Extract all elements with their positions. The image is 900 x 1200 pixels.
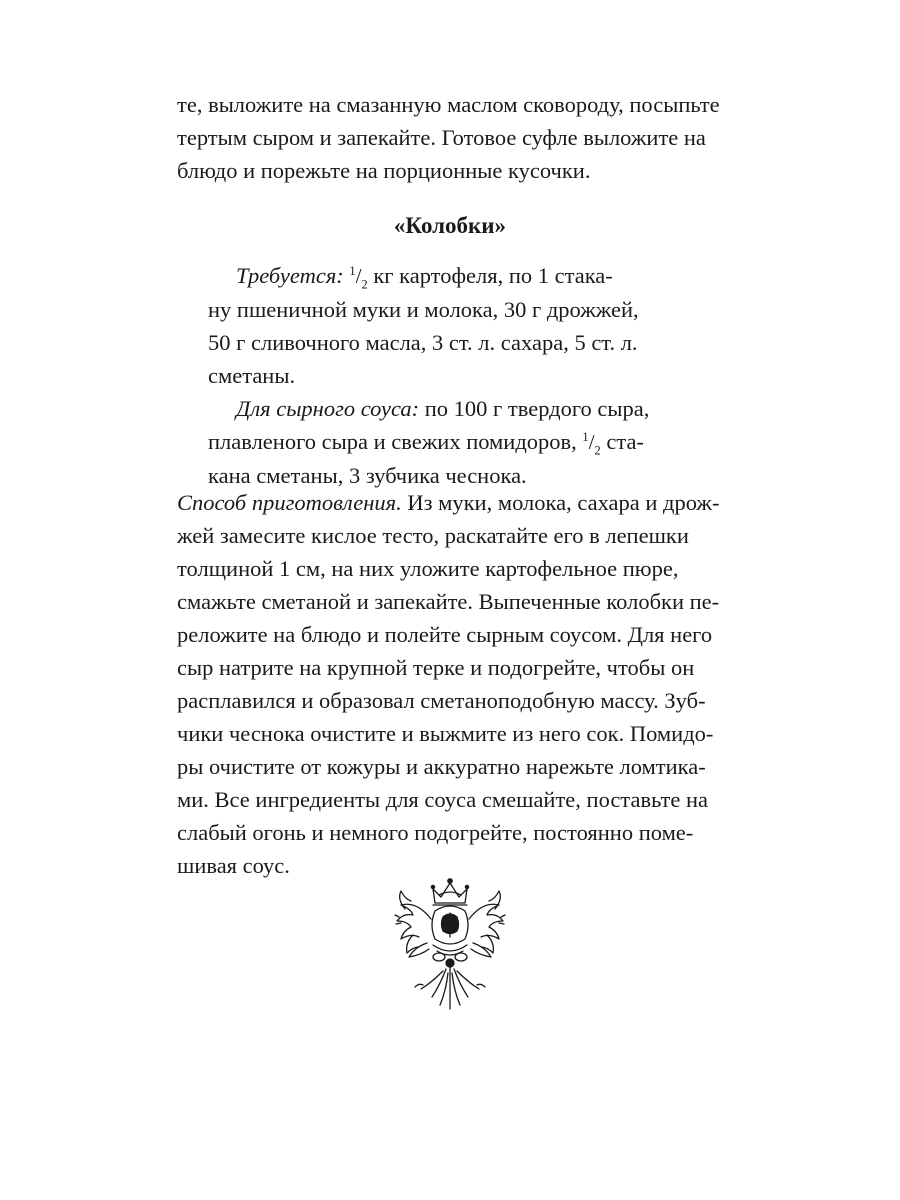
text-line: слабый огонь и немного подогрейте, постоянно поме-	[177, 820, 694, 845]
ingredients-block	[208, 259, 678, 492]
method-first-line	[177, 486, 737, 519]
method-paragraph	[177, 486, 737, 882]
sauce-line	[208, 392, 678, 425]
text-line: 50 г сливочного масла, 3 ст. л. сахара, 5 ст. л.	[208, 330, 638, 355]
text-line: толщиной 1 см, на них уложите картофельное пюре,	[177, 556, 679, 581]
method-text: Из муки, молока, сахара и дрож-	[401, 490, 720, 515]
fraction-numerator: 1	[349, 263, 356, 278]
text-line: тертым сыром и запекайте. Готовое суфле выложите на	[177, 125, 706, 150]
text-line: смажьте сметаной и запекайте. Выпеченные колобки пе-	[177, 589, 720, 614]
text-line: жей замесите кислое тесто, раскатайте его в лепешки	[177, 523, 689, 548]
sauce-text: ста-	[600, 429, 644, 454]
required-text: кг картофеля, по 1 стака-	[367, 263, 613, 288]
fraction-slash: /	[355, 264, 362, 288]
sauce-text: плавленого сыра и свежих помидоров,	[208, 429, 583, 454]
sauce-line-2	[208, 425, 678, 459]
text-line: расплавился и образовал сметаноподобную массу. Зуб-	[177, 688, 706, 713]
required-line	[208, 259, 678, 293]
text-line: блюдо и порежьте на порционные кусочки.	[177, 158, 591, 183]
text-line: сыр натрите на крупной терке и подогрейте, чтобы он	[177, 655, 695, 680]
recipe-title: «Колобки»	[393, 213, 507, 238]
text-line: ры очистите от кожуры и аккуратно нарежьте ломтика-	[177, 754, 706, 779]
heraldic-ornament-icon	[383, 873, 517, 1013]
fraction-denominator: 2	[361, 277, 368, 292]
text-line: сметаны.	[208, 363, 296, 388]
sauce-text: по 100 г твердого сыра,	[419, 396, 650, 421]
text-line: ну пшеничной муки и молока, 30 г дрожжей,	[208, 297, 639, 322]
intro-paragraph	[177, 88, 737, 187]
text-line: те, выложите на смазанную маслом сковороду, посыпьте	[177, 92, 720, 117]
fraction-half	[582, 429, 601, 458]
text-line: чики чеснока очистите и выжмите из него сок. Помидо-	[177, 721, 714, 746]
required-label: Требуется:	[236, 263, 344, 288]
sauce-label: Для сырного соуса:	[236, 396, 420, 421]
fraction-denominator: 2	[594, 443, 601, 458]
text-line: реложите на блюдо и полейте сырным соусом. Для него	[177, 622, 713, 647]
fraction-numerator: 1	[582, 429, 589, 444]
method-label: Способ приготовления.	[177, 490, 402, 515]
fraction-half	[349, 263, 368, 292]
text-line: шивая соус.	[177, 853, 290, 878]
fraction-slash: /	[588, 430, 595, 454]
text-line: кана сметаны, 3 зубчика чеснока.	[208, 463, 527, 488]
text-line: ми. Все ингредиенты для соуса смешайте, поставьте на	[177, 787, 708, 812]
